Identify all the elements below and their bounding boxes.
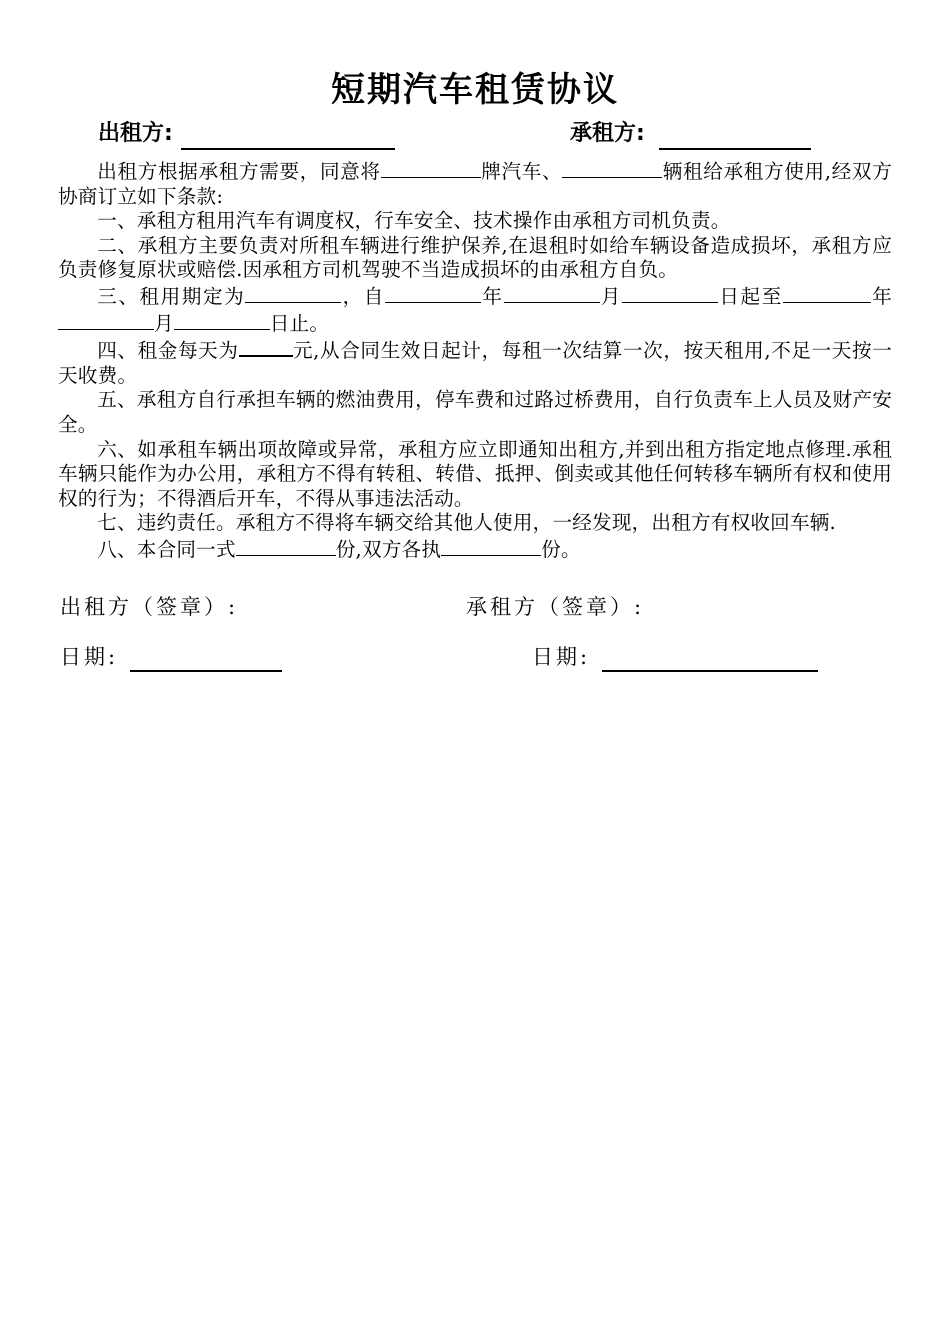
clause-3: 三、租用期定为 ，自 年 月 日起至 年月 日止。	[58, 283, 892, 336]
vehicle-count-blank[interactable]	[562, 158, 662, 178]
copies-each-blank[interactable]	[441, 536, 541, 556]
clause-4: 四、租金每天为 元,从合同生效日起计，每租一次结算一次，按天租用,不足一天按一天收费。	[58, 336, 892, 388]
contract-body	[58, 158, 892, 563]
lessor-name-blank[interactable]	[181, 126, 395, 150]
plate-number-blank[interactable]	[381, 158, 481, 178]
start-day-blank[interactable]	[622, 283, 718, 303]
clause-7: 七、违约责任。承租方不得将车辆交给其他人使用，一经发现，出租方有权收回车辆.	[97, 511, 836, 535]
lessor-date-label: 日期:	[60, 645, 119, 669]
lessee-date-blank[interactable]	[602, 648, 818, 672]
document-title: 短期汽车租赁协议	[331, 70, 619, 110]
clause-2: 二、承租方主要负责对所租车辆进行维护保养,在退租时如给车辆设备造成损坏，承租方应负责修复原状或赔偿.因承租方司机驾驶不当造成损坏的由承租方自负。	[58, 233, 892, 282]
start-month-blank[interactable]	[504, 283, 600, 303]
end-year-blank-a[interactable]	[783, 283, 841, 303]
lessee-signature-label: 承租方（签章）:	[466, 595, 645, 619]
clause-intro: 出租方根据承租方需要，同意将 牌汽车、 辆租给承租方使用,经双方协商订立如下条款:	[58, 160, 892, 208]
daily-rent-blank[interactable]	[239, 336, 293, 357]
lessee-header	[570, 118, 811, 150]
end-day-blank[interactable]	[174, 310, 270, 330]
lessee-date-line	[532, 642, 818, 672]
lessee-label: 承租方:	[570, 121, 645, 146]
lessor-date-line	[60, 642, 282, 672]
term-blank[interactable]	[245, 283, 341, 303]
lessor-date-blank[interactable]	[130, 648, 282, 672]
lessee-name-blank[interactable]	[659, 126, 811, 150]
end-month-blank[interactable]	[58, 310, 154, 330]
clause-1: 一、承租方租用汽车有调度权，行车安全、技术操作由承租方司机负责。	[97, 209, 731, 233]
copies-total-blank[interactable]	[236, 536, 336, 556]
lessor-label: 出租方:	[98, 121, 173, 146]
lessee-date-label: 日期:	[532, 645, 591, 669]
start-year-blank[interactable]	[385, 283, 481, 303]
lessor-signature-label: 出租方（签章）:	[60, 595, 239, 619]
clause-6: 六、如承租车辆出项故障或异常，承租方应立即通知出租方,并到出租方指定地点修理.承租车辆只能作为办公用，承租方不得有转租、转借、抵押、倒卖或其他任何转移车辆所有权和使用权的行为；不得酒后开车，不得从事违法活动。	[58, 437, 892, 510]
end-year-blank-b[interactable]	[841, 283, 871, 303]
clause-5: 五、承租方自行承担车辆的燃油费用，停车费和过路过桥费用，自行负责车上人员及财产安全。	[58, 388, 892, 436]
clause-8: 八、本合同一式 份,双方各执 份。	[97, 537, 581, 561]
lessor-header	[98, 118, 395, 150]
